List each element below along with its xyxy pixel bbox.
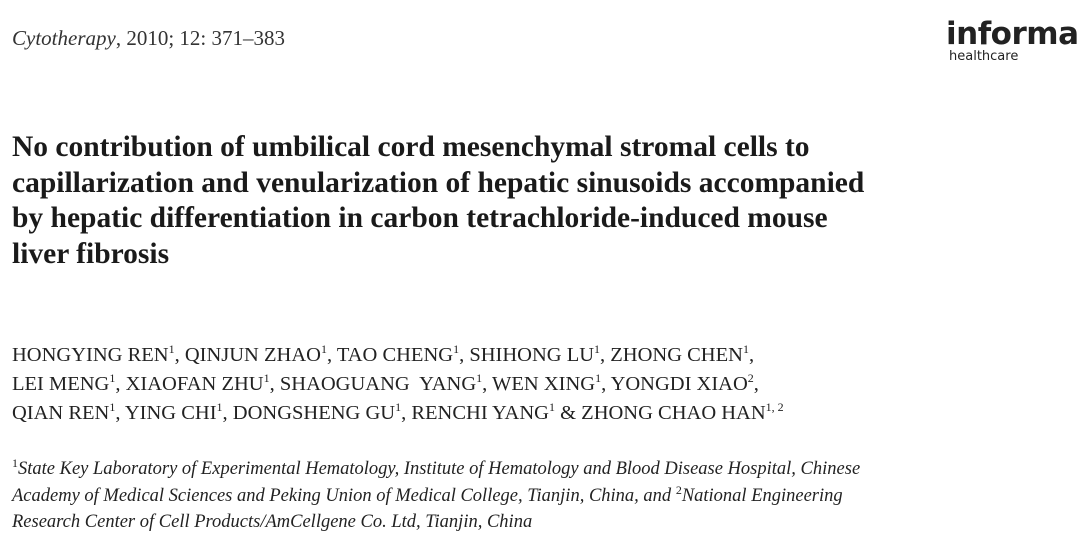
- author-name: DONGSHENG GU: [232, 402, 396, 424]
- author-name: WEN XING: [492, 373, 596, 395]
- title-line: capillarization and venularization of hepatic sinusoids accompanied: [12, 166, 865, 199]
- author-separator: ,: [600, 344, 611, 366]
- author-name: ZHONG CHAO HAN: [581, 402, 766, 424]
- author-separator: ,: [748, 344, 755, 366]
- affiliations: [12, 456, 1078, 536]
- author-affiliation-mark: 1: [595, 371, 602, 386]
- affiliation-line: [12, 509, 1078, 536]
- author-affiliation-mark: 1: [395, 400, 402, 415]
- title-line: No contribution of umbilical cord mesenchymal stromal cells to: [12, 131, 810, 163]
- author-affiliation-mark: 1: [594, 342, 601, 357]
- author-affiliation-mark: 1: [168, 342, 175, 357]
- affiliation-mark: 1: [12, 455, 18, 470]
- citation-details: , 2010; 12: 371–383: [115, 26, 285, 50]
- journal-citation: [12, 26, 285, 51]
- author-name: LEI MENG: [12, 373, 110, 395]
- affiliation-text: State Key Laboratory of Experimental Hematology, Institute of Hematology and Blood Disease Hospital, Chinese: [18, 459, 861, 479]
- author-separator: &: [554, 402, 582, 424]
- author-affiliation-mark: 1: [320, 342, 327, 357]
- author-name: YING CHI: [124, 402, 217, 424]
- title-line: liver fibrosis: [12, 237, 170, 270]
- author-line: [12, 399, 1078, 428]
- author-affiliation-mark: 1: [548, 400, 555, 415]
- author-separator: ,: [326, 344, 337, 366]
- author-name: TAO CHENG: [336, 344, 454, 366]
- author-separator: ,: [401, 402, 412, 424]
- article-title: [12, 130, 1072, 272]
- author-name: QIAN REN: [12, 402, 110, 424]
- author-affiliation-mark: 2: [747, 371, 754, 386]
- author-name: QINJUN ZHAO: [184, 344, 321, 366]
- author-separator: ,: [269, 373, 280, 395]
- affiliation-text: Academy of Medical Sciences and Peking Union of Medical College, Tianjin, China, and: [12, 485, 676, 506]
- author-name: ZHONG CHEN: [610, 344, 743, 366]
- author-affiliation-mark: 1: [742, 342, 749, 357]
- author-affiliation-mark: 1: [476, 371, 483, 386]
- affiliation-text: National Engineering: [681, 485, 843, 506]
- author-name: XIAOFAN ZHU: [125, 373, 264, 395]
- author-list: [12, 341, 1078, 428]
- author-affiliation-mark: 1: [109, 371, 116, 386]
- author-separator: ,: [459, 344, 470, 366]
- affiliation-text: Research Center of Cell Products/AmCellgene Co. Ltd, Tianjin, China: [12, 512, 533, 532]
- logo-brand: informa: [946, 16, 1079, 52]
- author-name: RENCHI YANG: [411, 402, 549, 424]
- author-name: SHIHONG LU: [469, 344, 595, 366]
- informa-healthcare-logo: [946, 16, 1079, 64]
- author-line: [12, 370, 1078, 399]
- affiliation-line: [12, 483, 1078, 510]
- author-affiliation-mark: 1: [453, 342, 460, 357]
- author-separator: ,: [115, 373, 126, 395]
- author-name: SHAOGUANG YANG: [279, 373, 477, 395]
- logo-subtitle: healthcare: [949, 49, 1019, 64]
- author-name: HONGYING REN: [12, 344, 169, 366]
- author-separator: ,: [482, 373, 493, 395]
- author-affiliation-mark: 1: [216, 400, 223, 415]
- author-affiliation-mark: 1, 2: [765, 400, 784, 415]
- author-separator: ,: [174, 344, 185, 366]
- affiliation-mark: 2: [675, 482, 682, 497]
- author-separator: ,: [222, 402, 233, 424]
- author-separator: ,: [115, 402, 125, 424]
- author-separator: ,: [601, 373, 611, 395]
- author-separator: ,: [753, 373, 759, 395]
- affiliation-line: [12, 456, 1078, 483]
- author-affiliation-mark: 1: [109, 400, 116, 415]
- journal-name: Cytotherapy: [12, 26, 116, 50]
- author-name: YONGDI XIAO: [610, 373, 748, 395]
- title-line: by hepatic differentiation in carbon tetrachloride-induced mouse: [12, 202, 828, 234]
- author-affiliation-mark: 1: [263, 371, 270, 386]
- author-line: [12, 341, 1078, 370]
